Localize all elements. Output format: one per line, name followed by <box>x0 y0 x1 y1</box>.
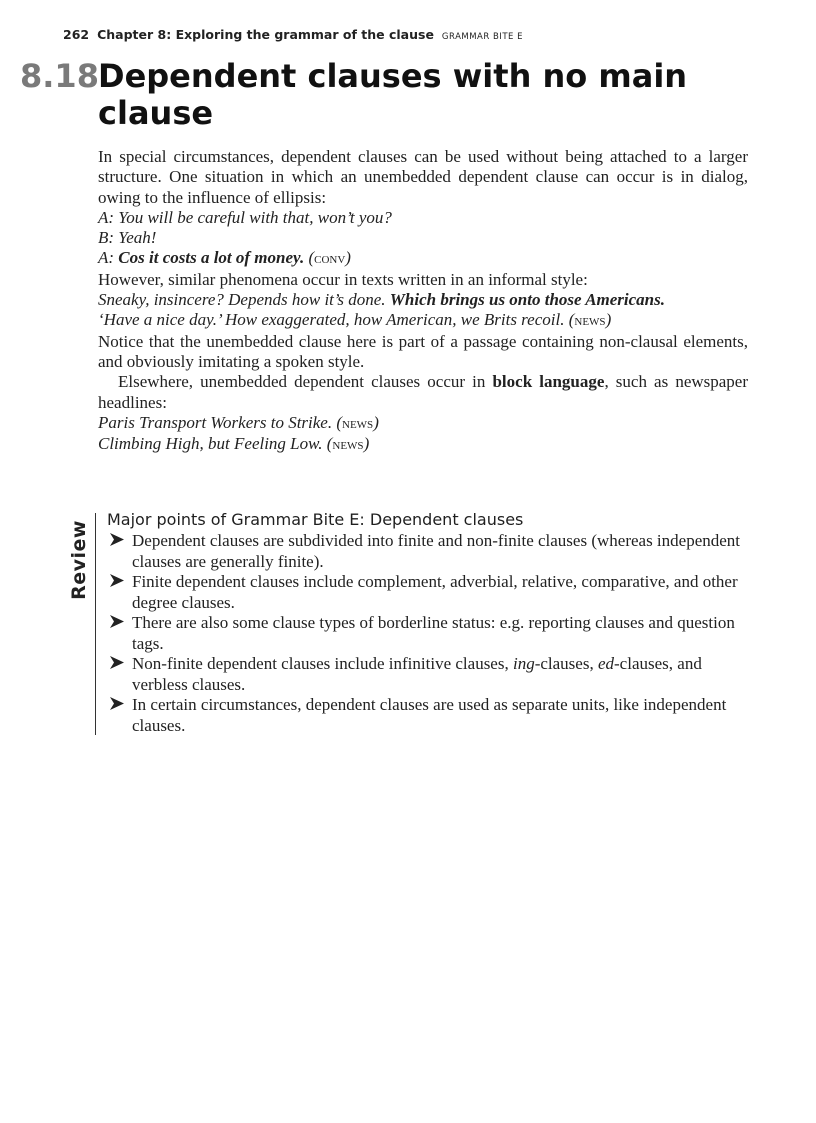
arrowhead-bullet-icon <box>110 656 124 669</box>
dialog-text: Yeah! <box>118 228 157 248</box>
news-example-bold: Which brings us onto those Americans. <box>389 290 666 310</box>
dialog-line <box>98 208 748 228</box>
dialog-text: You will be careful with that, won’t you? <box>118 207 392 227</box>
arrowhead-bullet-icon <box>110 533 124 546</box>
review-point-text: -clauses, and verbless clauses. <box>132 654 702 694</box>
review-term: ed <box>597 654 615 673</box>
news-example-part1: Sneaky, insincere? Depends how it’s done. <box>98 290 386 310</box>
paragraph-block-language <box>98 372 748 413</box>
headline-example: Climbing High, but Feeling Low. (news) <box>98 434 370 454</box>
headline-text: Climbing High, but Feeling Low. <box>98 434 323 454</box>
review-divider <box>95 513 96 735</box>
review-point-text: Non-finite dependent clauses include infinitive clauses, <box>132 654 509 673</box>
page-number: 262 <box>63 27 90 42</box>
news-example-part3: ‘Have a nice day.’ How exaggerated, how American, we Brits recoil. <box>98 310 565 330</box>
review-point <box>107 695 747 736</box>
register-tag: news <box>342 415 374 432</box>
review-point <box>107 531 747 572</box>
register-tag: news <box>332 437 364 454</box>
arrowhead-bullet-icon <box>110 574 124 587</box>
review-point <box>107 613 747 654</box>
headline-text: Paris Transport Workers to Strike. <box>98 412 333 432</box>
register-tag: news <box>574 313 606 330</box>
review-tab <box>64 520 94 600</box>
grammar-bite-label: GRAMMAR BITE E <box>441 32 523 42</box>
review-term: ing <box>512 654 535 673</box>
arrowhead-bullet-icon <box>110 697 124 710</box>
paragraph-text: , such as newspaper headlines: <box>98 372 749 412</box>
body-text <box>98 147 748 455</box>
paragraph-text: Elsewhere, unembedded dependent clauses occur in <box>118 372 486 392</box>
section-title-line-2: clause <box>98 94 214 132</box>
section-title-line-1: Dependent clauses with no main <box>98 57 688 95</box>
running-head <box>63 27 523 42</box>
review-box <box>107 509 747 736</box>
review-point-text: -clauses, <box>534 654 594 673</box>
review-point-text: There are also some clause types of borderline status: e.g. reporting clauses and question tags. <box>132 613 735 653</box>
paragraph-notice: Notice that the unembedded clause here is part of a passage containing non-clausal elements, and obviously imitating a spoken style. <box>98 331 748 371</box>
news-example: Sneaky, insincere? Depends how it’s done. Which brings us onto those Americans. ‘Have a nice day.’ How exaggerated, how American, we Brits recoil. (news) <box>98 290 666 330</box>
chapter-title: Chapter 8: Exploring the grammar of the clause <box>97 27 434 42</box>
review-points <box>107 531 747 736</box>
section-heading <box>20 58 720 132</box>
paragraph-intro: In special circumstances, dependent clauses can be used without being attached to a larger structure. One situation in which an unembedded dependent clause can occur is in dialog, owing to the influence of ellipsis: <box>98 147 748 207</box>
arrowhead-bullet-icon <box>110 615 124 628</box>
dialog-speaker: A: <box>98 207 115 227</box>
section-number: 8.18 <box>20 57 99 95</box>
review-point <box>107 572 747 613</box>
dialog-line <box>98 228 748 248</box>
headline-example: Paris Transport Workers to Strike. (news) <box>98 412 379 432</box>
review-point <box>107 654 747 695</box>
paragraph-however: However, similar phenomena occur in texts written in an informal style: <box>98 269 588 289</box>
dialog-line: A: Cos it costs a lot of money. (conv) <box>98 248 351 268</box>
dialog-speaker: A: <box>98 248 115 268</box>
key-term: block language <box>492 372 605 392</box>
review-point-text: In certain circumstances, dependent clauses are used as separate units, like independent clauses. <box>132 695 727 735</box>
review-tab-label: Review <box>68 520 90 600</box>
dialog-text: Cos it costs a lot of money. <box>118 248 305 268</box>
review-title: Major points of Grammar Bite E: Dependent clauses <box>107 510 524 529</box>
dialog-speaker: B: <box>98 228 115 248</box>
register-tag: conv <box>314 251 346 268</box>
review-point-text: Finite dependent clauses include complement, adverbial, relative, comparative, and other degree clauses. <box>132 572 738 612</box>
review-point-text: Dependent clauses are subdivided into finite and non-finite clauses (whereas independent clauses are generally finite). <box>132 531 741 571</box>
